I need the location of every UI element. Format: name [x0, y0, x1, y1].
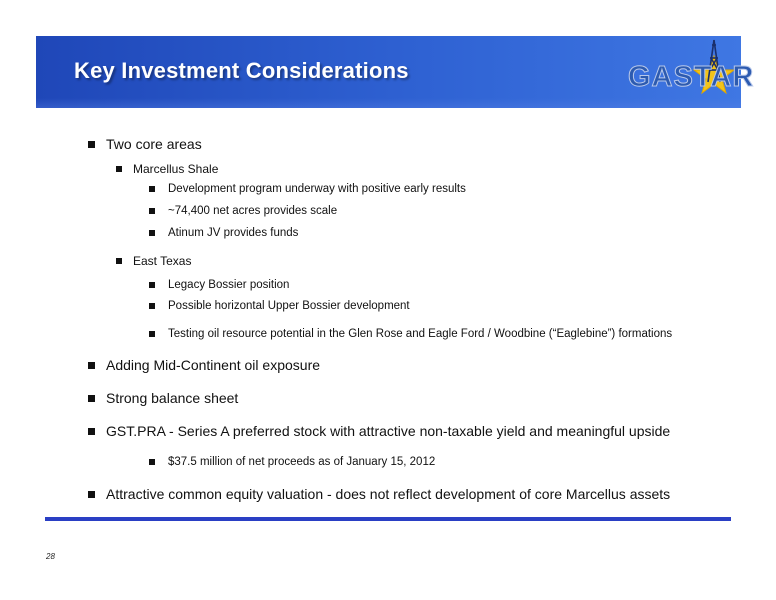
- bullet-text: ~74,400 net acres provides scale: [168, 205, 338, 217]
- bullet-square-icon: [149, 208, 155, 214]
- sub-bullet-item: [116, 162, 218, 176]
- bullet-text: $37.5 million of net proceeds as of January 15, 2012: [168, 456, 436, 468]
- bullet-text: Attractive common equity valuation - does not reflect development of core Marcellus assets: [106, 486, 671, 502]
- bullet-square-icon: [149, 230, 155, 236]
- bullet-text: Atinum JV provides funds: [168, 227, 299, 239]
- logo-text: GASTAR: [628, 61, 755, 93]
- bullet-square-icon: [149, 186, 155, 192]
- bullet-square-icon: [116, 258, 122, 264]
- bullet-text: Adding Mid-Continent oil exposure: [106, 357, 321, 373]
- bullet-item: [88, 136, 202, 152]
- bullet-text: Legacy Bossier position: [168, 279, 290, 291]
- sub-sub-bullet-item: [149, 300, 410, 312]
- bullet-square-icon: [116, 166, 122, 172]
- bullet-text: East Texas: [133, 254, 192, 268]
- footer-divider: [45, 517, 731, 521]
- bullet-item: [88, 390, 238, 406]
- slide-title: Key Investment Considerations: [74, 58, 409, 83]
- bullet-text: Possible horizontal Upper Bossier development: [168, 300, 410, 312]
- bullet-square-icon: [88, 362, 95, 369]
- bullet-square-icon: [88, 395, 95, 402]
- sub-sub-bullet-item: [149, 227, 298, 239]
- page-number: 28: [46, 552, 55, 561]
- bullet-text: Strong balance sheet: [106, 390, 239, 406]
- bullet-square-icon: [149, 459, 155, 465]
- bullet-text: Marcellus Shale: [133, 162, 219, 176]
- sub-sub-bullet-item: [149, 328, 672, 340]
- bullet-square-icon: [149, 282, 155, 288]
- bullet-text: GST.PRA - Series A preferred stock with attractive non-taxable yield and meaningful upside: [106, 423, 671, 439]
- bullet-text: Development program underway with positive early results: [168, 183, 466, 195]
- bullet-item: [88, 357, 320, 373]
- sub-sub-bullet-item: [149, 183, 466, 195]
- sub-sub-bullet-item: [149, 279, 289, 291]
- bullet-text: Testing oil resource potential in the Glen Rose and Eagle Ford / Woodbine (“Eaglebine”) formations: [168, 328, 673, 340]
- bullet-item: [88, 423, 670, 439]
- bullet-square-icon: [88, 428, 95, 435]
- bullet-square-icon: [149, 303, 155, 309]
- bullet-square-icon: [88, 491, 95, 498]
- sub-sub-bullet-item: [149, 456, 435, 468]
- bullet-item: [88, 486, 670, 502]
- bullet-text: Two core areas: [106, 136, 202, 152]
- sub-sub-bullet-item: [149, 205, 337, 217]
- bullet-square-icon: [88, 141, 95, 148]
- bullet-square-icon: [149, 331, 155, 337]
- sub-bullet-item: [116, 254, 191, 268]
